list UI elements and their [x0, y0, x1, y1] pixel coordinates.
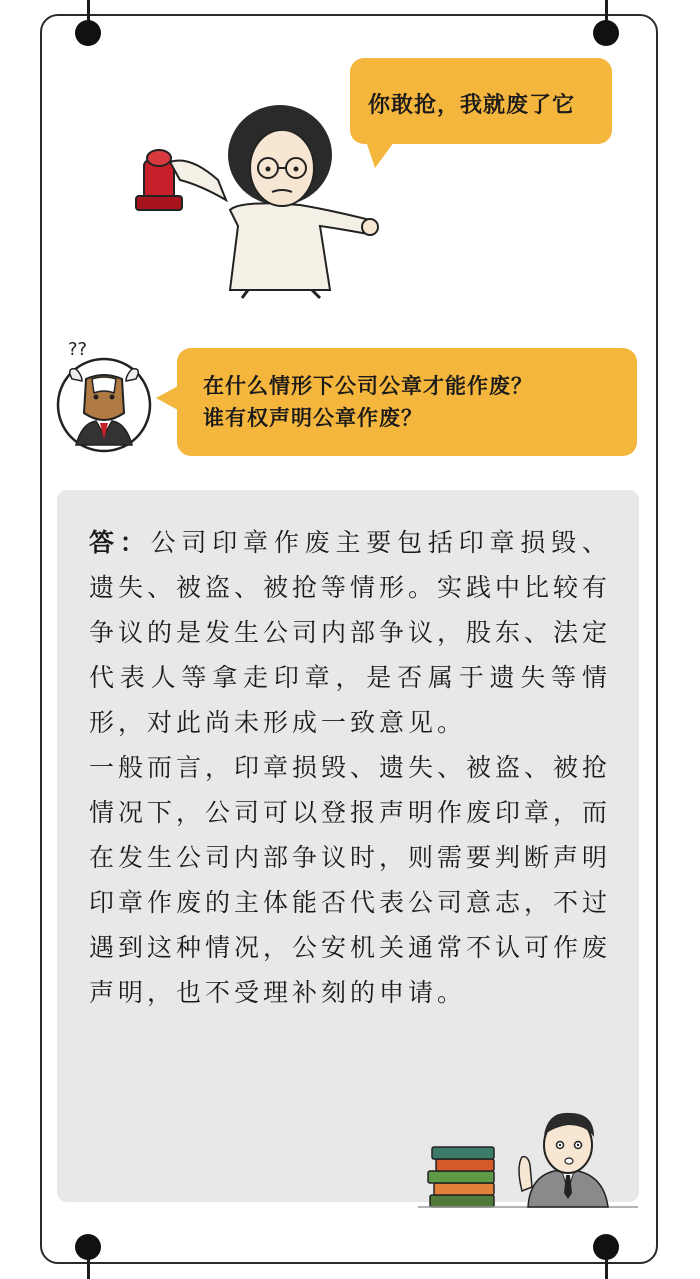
- pin-dot-bottom-left: [75, 1234, 101, 1260]
- answer-paragraph-2: 一般而言，印章损毁、遗失、被盗、被抢情况下，公司可以登报声明作废印章，而在发生公司内部争议时，则需要判断声明印章作废的主体能否代表公司意志，不过遇到这种情况，公安机关通常不认可作废声明，也不受理补刻的申请。: [89, 753, 612, 1007]
- pin-dot-top-left: [75, 20, 101, 46]
- answer-paragraph-1-body: 公司印章作废主要包括印章损毁、遗失、被盗、被抢等情形。实践中比较有争议的是发生公司内部争议，股东、法定代表人等拿走印章，是否属于遗失等情形，对此尚未形成一致意见。: [89, 528, 612, 737]
- answer-paragraph-1: [89, 520, 611, 745]
- speech-bubble-question: [177, 348, 637, 456]
- question-line-2: 谁有权声明公章作废？: [203, 406, 423, 430]
- question-line-1: 在什么情形下公司公章才能作废？: [203, 374, 533, 398]
- pin-dot-top-right: [593, 20, 619, 46]
- books-and-man-illustration: [418, 1095, 638, 1225]
- speech-bubble-question-tail: [156, 386, 178, 410]
- red-stamp-icon: [136, 150, 182, 210]
- question-mark-icon: ??: [68, 339, 88, 360]
- pin-dot-bottom-right: [593, 1234, 619, 1260]
- speech-bubble-top-text: 你敢抢，我就废了它: [368, 93, 576, 118]
- answer-text: [89, 520, 611, 1015]
- book-stack-icon: [428, 1147, 494, 1207]
- cow-avatar-illustration: [52, 335, 156, 455]
- woman-with-stamp-illustration: [130, 100, 390, 300]
- answer-lead: 答：: [89, 528, 151, 557]
